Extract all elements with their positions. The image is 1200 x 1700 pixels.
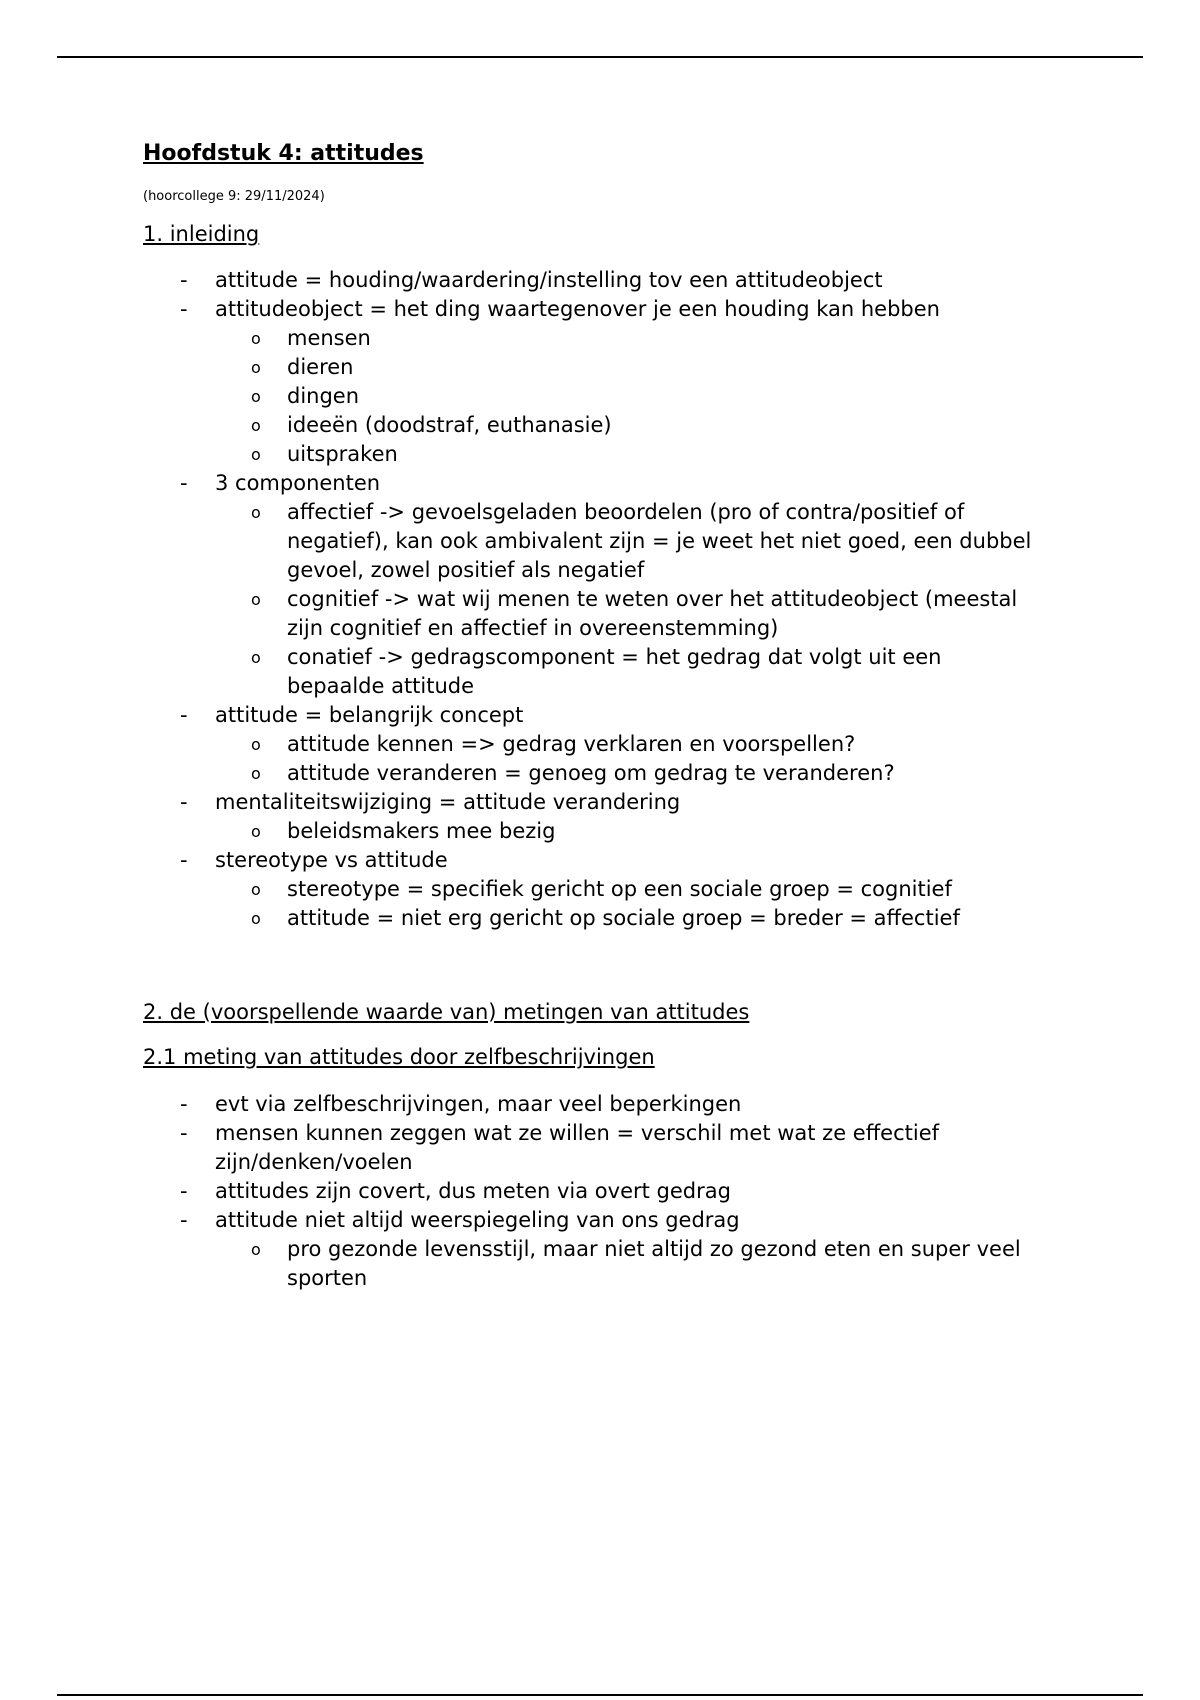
document-subtitle: (hoorcollege 9: 29/11/2024) — [143, 189, 325, 204]
sub-bullet-item — [143, 1235, 1043, 1293]
section-heading-zelfbeschrijvingen: 2.1 meting van attitudes door zelfbeschrijvingen — [143, 1045, 655, 1069]
bullet-text: attitude kennen => gedrag verklaren en voorspellen? — [287, 732, 856, 756]
bullet-item — [143, 1119, 1043, 1177]
circle-bullet-icon: o — [251, 909, 261, 928]
bullet-text: attitude = belangrijk concept — [215, 703, 524, 727]
section-heading-inleiding: 1. inleiding — [143, 222, 260, 246]
bullet-text: attitudeobject = het ding waartegenover je een houding kan hebben — [215, 297, 940, 321]
bullet-item — [143, 1177, 1043, 1206]
bullet-text: ideeën (doodstraf, euthanasie) — [287, 413, 612, 437]
circle-bullet-icon: o — [251, 880, 261, 899]
sub-bullet-item — [143, 324, 1043, 353]
circle-bullet-icon: o — [251, 590, 261, 609]
bullet-text: dingen — [287, 384, 360, 408]
dash-bullet-icon: - — [180, 268, 188, 292]
circle-bullet-icon: o — [251, 329, 261, 348]
bullet-text: 3 componenten — [215, 471, 381, 495]
circle-bullet-icon: o — [251, 1240, 261, 1259]
sub-bullet-item — [143, 875, 1043, 904]
circle-bullet-icon: o — [251, 764, 261, 783]
section-list-inleiding — [143, 266, 1043, 933]
dash-bullet-icon: - — [180, 1208, 188, 1232]
bullet-text: mensen — [287, 326, 371, 350]
bullet-text: mentaliteitswijziging = attitude verandering — [215, 790, 681, 814]
dash-bullet-icon: - — [180, 703, 188, 727]
bullet-text: attitude = houding/waardering/instelling tov een attitudeobject — [215, 268, 883, 292]
dash-bullet-icon: - — [180, 1121, 188, 1145]
sub-bullet-item — [143, 643, 1043, 701]
dash-bullet-icon: - — [180, 848, 188, 872]
bullet-item — [143, 846, 1043, 875]
bullet-text: attitudes zijn covert, dus meten via overt gedrag — [215, 1179, 731, 1203]
circle-bullet-icon: o — [251, 822, 261, 841]
bullet-text: attitude veranderen = genoeg om gedrag te veranderen? — [287, 761, 895, 785]
circle-bullet-icon: o — [251, 648, 261, 667]
bullet-item — [143, 701, 1043, 730]
bullet-item — [143, 266, 1043, 295]
circle-bullet-icon: o — [251, 445, 261, 464]
sub-bullet-item — [143, 759, 1043, 788]
sub-bullet-item — [143, 498, 1043, 585]
document-title: Hoofdstuk 4: attitudes — [143, 141, 424, 166]
bullet-text: mensen kunnen zeggen wat ze willen = verschil met wat ze effectief zijn/denken/voelen — [215, 1121, 940, 1174]
page-top-rule — [57, 56, 1143, 58]
dash-bullet-icon: - — [180, 1092, 188, 1116]
sub-bullet-item — [143, 353, 1043, 382]
bullet-text: affectief -> gevoelsgeladen beoordelen (pro of contra/positief of negatief), kan ook ambivalent zijn = je weet het niet goed, een dubbel gevoel, zowel positief als negatief — [287, 500, 1032, 582]
sub-bullet-item — [143, 730, 1043, 759]
bullet-item — [143, 1090, 1043, 1119]
sub-bullet-item — [143, 440, 1043, 469]
bullet-text: dieren — [287, 355, 354, 379]
bullet-text: cognitief -> wat wij menen te weten over het attitudeobject (meestal zijn cognitief en affectief in overeenstemming) — [287, 587, 1018, 640]
section-list-zelfbeschrijvingen — [143, 1090, 1043, 1293]
sub-bullet-item — [143, 382, 1043, 411]
bullet-text: stereotype vs attitude — [215, 848, 448, 872]
bullet-item — [143, 1206, 1043, 1235]
circle-bullet-icon: o — [251, 358, 261, 377]
bullet-item — [143, 788, 1043, 817]
sub-bullet-item — [143, 904, 1043, 933]
bullet-text: beleidsmakers mee bezig — [287, 819, 556, 843]
bullet-text: pro gezonde levensstijl, maar niet altijd zo gezond eten en super veel sporten — [287, 1237, 1021, 1290]
bullet-item — [143, 469, 1043, 498]
bullet-text: attitude = niet erg gericht op sociale groep = breder = affectief — [287, 906, 960, 930]
circle-bullet-icon: o — [251, 735, 261, 754]
bullet-text: conatief -> gedragscomponent = het gedrag dat volgt uit een bepaalde attitude — [287, 645, 942, 698]
sub-bullet-item — [143, 585, 1043, 643]
circle-bullet-icon: o — [251, 416, 261, 435]
bullet-text: stereotype = specifiek gericht op een sociale groep = cognitief — [287, 877, 952, 901]
sub-bullet-item — [143, 817, 1043, 846]
bullet-text: uitspraken — [287, 442, 398, 466]
bullet-item — [143, 295, 1043, 324]
circle-bullet-icon: o — [251, 387, 261, 406]
dash-bullet-icon: - — [180, 790, 188, 814]
dash-bullet-icon: - — [180, 297, 188, 321]
bullet-text: evt via zelfbeschrijvingen, maar veel beperkingen — [215, 1092, 742, 1116]
circle-bullet-icon: o — [251, 503, 261, 522]
section-heading-metingen: 2. de (voorspellende waarde van) metingen van attitudes — [143, 1000, 750, 1024]
dash-bullet-icon: - — [180, 471, 188, 495]
bullet-text: attitude niet altijd weerspiegeling van ons gedrag — [215, 1208, 740, 1232]
sub-bullet-item — [143, 411, 1043, 440]
dash-bullet-icon: - — [180, 1179, 188, 1203]
page-bottom-rule — [57, 1694, 1143, 1696]
